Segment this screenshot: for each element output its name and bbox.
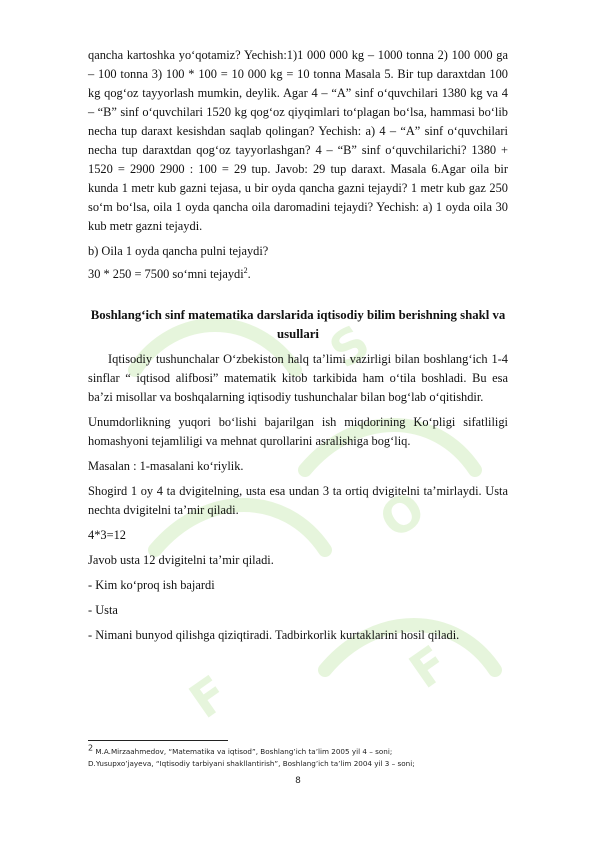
svg-text:F: F	[399, 635, 459, 700]
paragraph-calculation	[88, 265, 508, 284]
section-paragraph-1: Iqtisodiy tushunchalar O‘zbekiston halq ta’limi vazirligi bilan boshlang‘ich 1-4 sinflar “ iqtisod alifbosi” matematik kitob tarkibida ham o‘tila boshladi. Bu esa ba’zi misollar va boshqalarning iqtisodiy tushunchalar bilan bog‘lab o‘qitishdir.	[88, 352, 508, 404]
footnote-divider	[88, 740, 228, 741]
svg-text:S: S	[319, 314, 381, 380]
section-paragraph-4: Shogird 1 oy 4 ta dvigitelning, usta esa undan 3 ta ortiq dvigitelni ta’mirlaydi. Usta nechta dvigitelni ta’mir qiladi.	[88, 484, 508, 517]
section-paragraph-2: Unumdorlikning yuqori bo‘lishi bajarilgan ish miqdorining Ko‘pligi sifatliligi homashyoni tejamliligi va mehnat qurollarini asralishiga bog‘liq.	[88, 415, 508, 448]
main-text	[88, 46, 508, 651]
calculation-end: .	[247, 267, 251, 281]
footnote-1	[88, 743, 518, 758]
footnote-reference[interactable]: 2	[243, 265, 248, 275]
section-paragraph-5: 4*3=12	[88, 528, 126, 542]
section-paragraph-8: - Usta	[88, 603, 118, 617]
svg-text:F: F	[179, 665, 239, 730]
section-heading: Boshlang‘ich sinf matematika darslarida iqtisodiy bilim berishning shakl va usullari	[90, 308, 506, 341]
svg-text:O: O	[369, 480, 436, 550]
footnote-1-text: M.A.Mirzaahmedov, “Matematika va iqtisod”, Boshlang’ich ta’lim 2005 yil 4 – soni;	[93, 747, 393, 756]
section-paragraph-7: - Kim ko‘proq ish bajardi	[88, 578, 215, 592]
footnote-number: 2	[88, 743, 94, 753]
footnotes	[88, 743, 518, 770]
footnote-2: D.Yusupxo’jayeva, “Iqtisodiy tarbiyani shakllantirish”, Boshlang’ich ta’lim 2004 yil 3 – soni;	[88, 759, 415, 768]
section-paragraph-9: - Nimani bunyod qilishga qiziqtiradi. Tadbirkorlik kurtaklarini hosil qiladi.	[88, 628, 460, 642]
page-number: 8	[295, 776, 301, 786]
paragraph-problems: qancha kartoshka yo‘qotamiz? Yechish:1)1 000 000 kg – 1000 tonna 2) 100 000 ga – 100 tonna 3) 100 * 100 = 10 000 kg = 10 tonna Masala 5. Bir tup daraxtdan 100 kg qog‘oz tayyorlash mumkin, deylik. Agar 4 – “A” sinf o‘quvchilari 1380 kg va 4 – “B” sinf o‘quvchilari 1520 kg qog‘oz qiyqimlari to‘plagan bo‘lsa, hammasi bo‘lib necha tup daraxt kesishdan saqlab qolingan? Yechish: a) 4 – “A” sinf o‘quvchilari necha tup daraxtdan qog‘oz tayyorlashgan? 4 – “B” sinf o‘quvchilarichi? 1380 + 1520 = 2900 2900 : 100 = 29 tup. Javob: 29 tup daraxt. Masala 6.Agar oila bir kunda 1 metr kub gazni tejasa, u bir oyda qancha gazni tejaydi? 1 metr kub gaz 250 so‘m bo‘lsa, oila 1 oyda qancha oila daromadini tejaydi? Yechish: a) 1 oyda oila 30 kub metr gazni tejaydi.	[88, 48, 508, 233]
section-paragraph-6: Javob usta 12 dvigitelni ta’mir qiladi.	[88, 553, 274, 567]
paragraph-question-b: b) Oila 1 oyda qancha pulni tejaydi?	[88, 244, 269, 258]
section-paragraph-3: Masalan : 1-masalani ko‘riylik.	[88, 459, 244, 473]
calculation-text: 30 * 250 = 7500 so‘mni tejaydi	[88, 267, 244, 281]
